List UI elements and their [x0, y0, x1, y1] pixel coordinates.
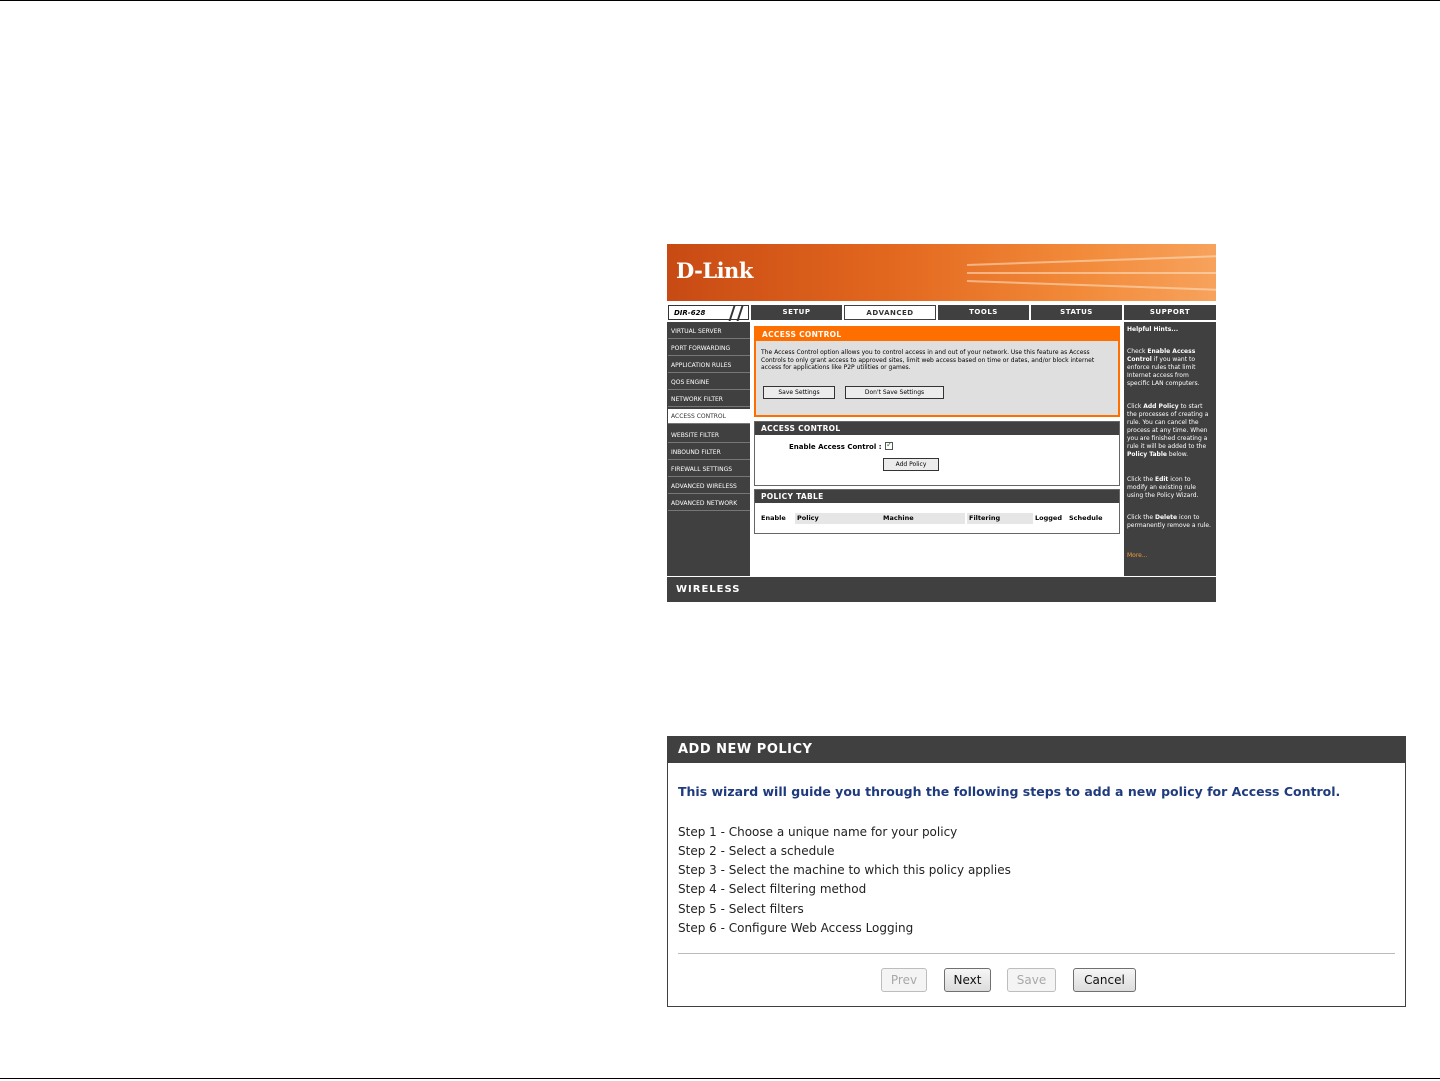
save-button[interactable]: Save	[1007, 968, 1056, 992]
hint-delete: Click the Delete icon to permanently remove a rule.	[1127, 514, 1211, 529]
intro-title: ACCESS CONTROL	[756, 328, 1118, 341]
tab-status[interactable]: STATUS	[1031, 305, 1122, 320]
sidebar-item-access-control[interactable]: ACCESS CONTROL	[668, 409, 750, 424]
hint-add-policy: Click Add Policy to start the processes of creating a rule. You can cancel the process at any time. When you are finished creating a rule it will be added to the Policy Table below.	[1127, 403, 1209, 458]
sidebar-item-qos-engine[interactable]: QOS ENGINE	[668, 375, 750, 390]
router-admin-screenshot	[667, 244, 1216, 602]
add-new-policy-wizard	[667, 736, 1406, 1007]
footer-label: WIRELESS	[676, 584, 741, 595]
col-filtering: Filtering	[967, 513, 1033, 524]
top-rule	[0, 0, 1440, 1]
tab-advanced[interactable]: ADVANCED	[844, 305, 936, 320]
policy-table-header	[759, 513, 1111, 524]
wizard-step-4: Step 4 - Select filtering method	[678, 882, 867, 896]
wizard-title: ADD NEW POLICY	[668, 737, 1405, 763]
col-machine: Machine	[881, 513, 965, 524]
sidebar-item-firewall-settings[interactable]: FIREWALL SETTINGS	[668, 462, 750, 477]
wizard-step-5: Step 5 - Select filters	[678, 902, 804, 916]
helpful-hints	[1124, 322, 1216, 576]
sidebar-item-virtual-server[interactable]: VIRTUAL SERVER	[668, 324, 750, 339]
next-button[interactable]: Next	[944, 968, 991, 992]
access-control-intro	[754, 326, 1120, 417]
sidebar-item-port-forwarding[interactable]: PORT FORWARDING	[668, 341, 750, 356]
access-control-section	[754, 421, 1120, 486]
enable-access-label: Enable Access Control :	[789, 443, 882, 451]
wizard-step-6: Step 6 - Configure Web Access Logging	[678, 921, 914, 935]
col-schedule: Schedule	[1069, 514, 1103, 522]
wizard-step-2: Step 2 - Select a schedule	[678, 844, 835, 858]
check-icon: ✓	[886, 440, 893, 449]
wizard-intro: This wizard will guide you through the following steps to add a new policy for Access Control.	[678, 784, 1341, 799]
dlink-logo: D-Link	[676, 258, 753, 283]
sidebar	[667, 322, 750, 576]
col-enable: Enable	[761, 514, 786, 522]
hint-enable: Check Enable Access Control if you want to enforce rules that limit Internet access from specific LAN computers.	[1127, 348, 1200, 387]
sidebar-item-advanced-network[interactable]: ADVANCED NETWORK	[668, 496, 750, 511]
enable-access-checkbox[interactable]	[885, 442, 893, 450]
hints-title: Helpful Hints...	[1127, 326, 1179, 333]
policy-table-section	[754, 489, 1120, 534]
hint-edit: Click the Edit icon to modify an existing rule using the Policy Wizard.	[1127, 476, 1199, 499]
wireless-footer	[667, 577, 1216, 602]
sidebar-item-advanced-wireless[interactable]: ADVANCED WIRELESS	[668, 479, 750, 494]
model-label: DIR-628	[674, 309, 706, 317]
main-content	[751, 322, 1123, 576]
model-badge	[668, 305, 749, 320]
sidebar-item-application-rules[interactable]: APPLICATION RULES	[668, 358, 750, 373]
col-logged: Logged	[1035, 514, 1062, 522]
dont-save-settings-button[interactable]: Don't Save Settings	[845, 386, 944, 399]
wizard-divider	[678, 953, 1395, 954]
wizard-step-1: Step 1 - Choose a unique name for your policy	[678, 825, 958, 839]
prev-button[interactable]: Prev	[881, 968, 927, 992]
tab-support[interactable]: SUPPORT	[1124, 305, 1216, 320]
policy-table-title: POLICY TABLE	[755, 490, 1119, 503]
sidebar-item-inbound-filter[interactable]: INBOUND FILTER	[668, 445, 750, 460]
tab-tools[interactable]: TOOLS	[938, 305, 1029, 320]
sidebar-item-website-filter[interactable]: WEBSITE FILTER	[668, 428, 750, 443]
hints-more-link[interactable]: More...	[1127, 552, 1148, 559]
access-title: ACCESS CONTROL	[755, 422, 1119, 435]
col-policy: Policy	[795, 513, 881, 524]
intro-text: The Access Control option allows you to control access in and out of your network. Use this feature as Access Controls to only grant access to approved sites, limit web access based on time or dates, and/or block internet access for applications like P2P utilities or games.	[761, 349, 1095, 371]
bottom-rule	[0, 1078, 1440, 1079]
dlink-banner	[667, 244, 1216, 301]
wizard-step-3: Step 3 - Select the machine to which this policy applies	[678, 863, 1011, 877]
sidebar-item-network-filter[interactable]: NETWORK FILTER	[668, 392, 750, 407]
tab-setup[interactable]: SETUP	[751, 305, 842, 320]
save-settings-button[interactable]: Save Settings	[763, 386, 835, 399]
cancel-button[interactable]: Cancel	[1073, 968, 1136, 992]
top-nav	[667, 304, 1216, 321]
add-policy-button[interactable]: Add Policy	[883, 458, 939, 471]
